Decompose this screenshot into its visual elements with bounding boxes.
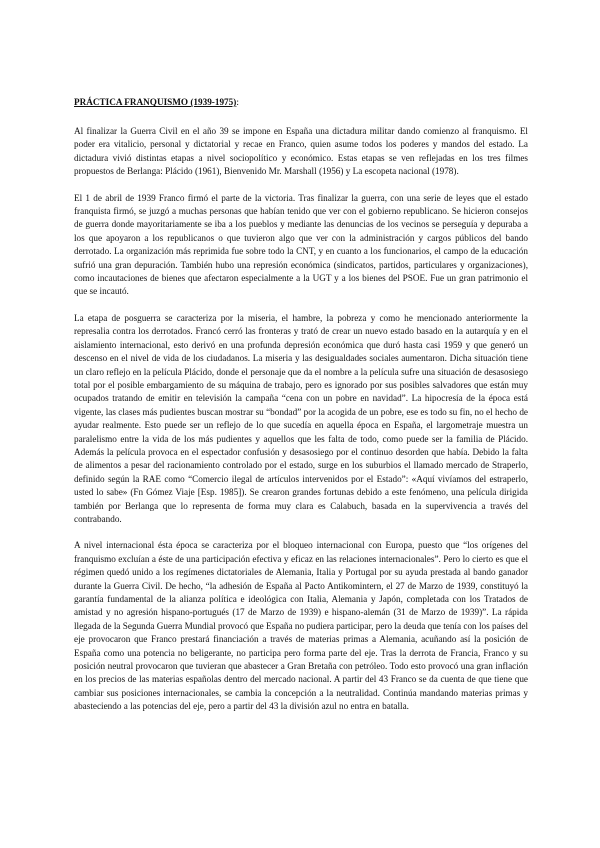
title-text: PRÁCTICA FRANQUISMO (1939-1975) (74, 97, 237, 107)
document-title (74, 96, 528, 109)
title-suffix: : (236, 97, 239, 107)
paragraph-postwar: La etapa de posguerra se caracteriza por la miseria, el hambre, la pobreza y como he mencionado anteriormente la represalia contra los derrotados. Francó cerró las fronteras y trató de crear un nuevo estado basado en la autarquía y en el aislamiento internacional, esto derivó en una profunda depresión económica que duró hasta casi 1959 y que generó un descenso en el nivel de vida de los ciudadanos. La miseria y las desigualdades sociales aumentaron. Dicha situación tiene un claro reflejo en la película Plácido, donde el personaje que da el nombre a la película sufre una situación de desasosiego total por el posible embargamiento de su máquina de trabajo, pero es ignorado por sus posibles salvadores que están muy ocupados tratando de emitir en televisión la campaña “cena con un pobre en navidad”. La hipocresía de la época está vigente, las clases más pudientes buscan mostrar su “bondad” por la acogida de un pobre, ese es todo su fin, no el hecho de ayudar realmente. Esto puede ser un reflejo de lo que sucedía en aquella época en España, el largometraje muestra un paralelismo entre la vida de los más pudientes y aquellos que les falta de todo, como puede ser la familia de Plácido. Además la película provoca en el espectador confusión y desasosiego por el continuo desorden que había. Debido la falta de alimentos a pesar del racionamiento controlado por el estado, surge en los suburbios el llamado mercado de Straperlo, definido según la RAE como “Comercio ilegal de artículos intervenidos por el Estado”: «Aquí vivíamos del estraperlo, usted lo sabe» (Fn Gómez Viaje [Esp. 1985]). Se crearon grandes fortunas debido a este fenómeno, una película dirigida también por Berlanga que lo representa de forma muy clara es Calabuch, basada en la supervivencia a través del contrabando. (74, 312, 528, 524)
paragraph-international: A nivel internacional ésta época se caracteriza por el bloqueo internacional con Europa, puesto que “los orígenes del franquismo excluían a éste de una participación efectiva y eficaz en las relaciones internacionales”. Pero lo cierto es que el régimen quedó unido a los regímenes dictatoriales de Alemania, Italia y Portugal por su ayuda prestada al bando ganador durante la Guerra Civil. De hecho, “la adhesión de España al Pacto Antikomintern, el 27 de Marzo de 1939, constituyó la garantía fundamental de la alianza política e ideológica con Italia, Alemania y Japón, completada con los Tratados de amistad y no agresión hispano-portugués (17 de Marzo de 1939) e hispano-alemán (31 de Marzo de 1939)”. La rápida llegada de la Segunda Guerra Mundial provocó que España no pudiera participar, pero la deuda que tenía con los países del eje provocaron que Franco prestará financiación a través de materias primas a Alemania, acuñando así la posición de España como una potencia no beligerante, no participa pero forma parte del eje. Tras la derrota de Francia, Franco y su posición neutral provocaron que tuvieran que abastecer a Gran Bretaña con petróleo. Todo esto provocó una gran inflación en los precios de las materias españolas dentro del mercado nacional. A partir del 43 Franco se da cuenta de que tiene que cambiar sus posiciones internacionales, se cambia la concepción a la neutralidad. Continúa mandando materias primas y abasteciendo a las potencias del eje, pero a partir del 43 la división azul no entra en batalla. (74, 540, 528, 712)
paragraph-intro: Al finalizar la Guerra Civil en el año 39 se impone en España una dictadura militar dando comienzo al franquismo. El poder era vitalicio, personal y dictatorial y recae en Franco, quien asume todos los poderes y mandos del estado. La dictadura vivió distintas etapas a nivel sociopolítico y económico. Estas etapas se ven reflejadas en los tres filmes propuestos de Berlanga: Plácido (1961), Bienvenido Mr. Marshall (1956) y La escopeta nacional (1978). (74, 126, 528, 177)
document-page (74, 96, 528, 727)
paragraph-repression: El 1 de abril de 1939 Franco firmó el parte de la victoria. Tras finalizar la guerra, con una serie de leyes que el estado franquista firmó, se juzgó a muchas personas que habían tenido que ver con el gobierno republicano. Se hicieron consejos de guerra donde mayoritariamente se iba a los pueblos y mediante las denuncias de los vecinos se perseguía y depuraba a los que apoyaron a los republicanos o que tuvieron algo que ver con la administración y cargos públicos del bando derrotado. La organización más reprimida fue sobre todo la CNT, y en cuanto a los funcionarios, el campo de la educación sufrió una gran depuración. También hubo una represión económica (sindicatos, partidos, particulares y organizaciones), como incautaciones de bienes que afectaron especialmente a la UGT y a los bienes del PSOE. Fue un gran patrimonio el que se incautó. (74, 192, 528, 297)
